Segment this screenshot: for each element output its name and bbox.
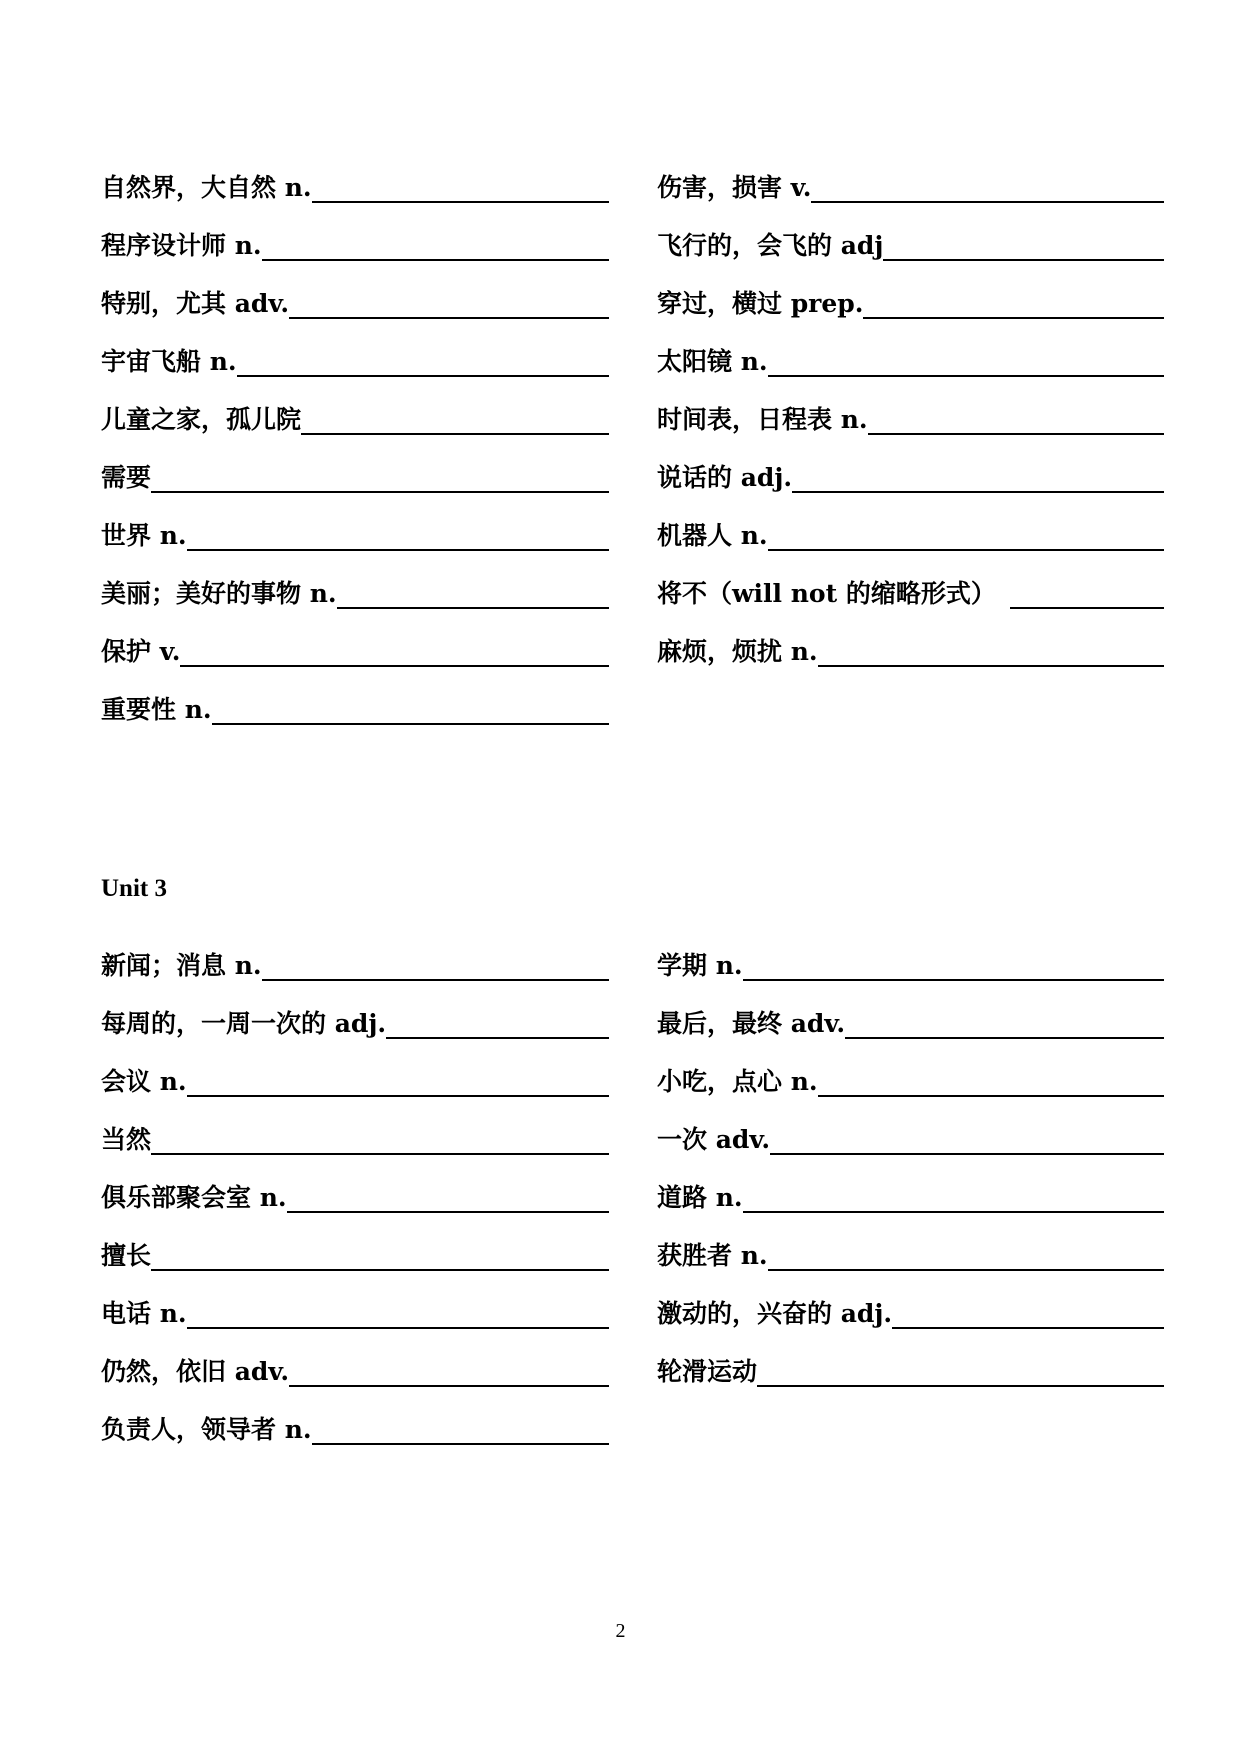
vocab-row (657, 1216, 1164, 1274)
vocab-row (101, 554, 609, 612)
vocab-prompt: 说话的 adj. (657, 463, 793, 492)
vocab-prompt: 太阳镜 n. (657, 347, 768, 376)
vocab-prompt: 获胜者 n. (657, 1241, 768, 1270)
vocab-row (101, 1100, 609, 1158)
answer-blank[interactable] (770, 1127, 1164, 1155)
answer-blank[interactable] (212, 697, 609, 725)
vocab-row (657, 1274, 1164, 1332)
vocab-row (101, 380, 609, 438)
answer-blank[interactable] (868, 407, 1164, 435)
vocab-prompt: 麻烦，烦扰 n. (657, 637, 818, 666)
vocab-row (657, 322, 1164, 380)
vocab-prompt: 自然界，大自然 n. (101, 173, 312, 202)
vocab-row (101, 496, 609, 554)
vocab-row (101, 1158, 609, 1216)
vocab-prompt: 当然 (101, 1125, 152, 1154)
answer-blank[interactable] (743, 953, 1164, 981)
vocab-prompt: 保护 v. (101, 637, 181, 666)
answer-blank[interactable] (262, 953, 609, 981)
vocab-prompt: 电话 n. (101, 1299, 187, 1328)
vocab-row (101, 264, 609, 322)
vocab-row (101, 984, 609, 1042)
answer-blank[interactable] (768, 523, 1164, 551)
answer-blank[interactable] (187, 1069, 609, 1097)
vocab-prompt: 飞行的，会飞的 adj (657, 231, 884, 260)
vocab-row (101, 1332, 609, 1390)
answer-blank[interactable] (386, 1011, 609, 1039)
vocab-row (657, 264, 1164, 322)
answer-blank[interactable] (792, 465, 1164, 493)
vocab-prompt: 仍然，依旧 adv. (101, 1357, 290, 1386)
vocab-prompt: 会议 n. (101, 1067, 187, 1096)
vocab-row (101, 206, 609, 264)
vocab-row (657, 926, 1164, 984)
vocab-prompt: 轮滑运动 (657, 1357, 758, 1386)
vocab-prompt: 特别，尤其 adv. (101, 289, 290, 318)
vocab-row (101, 1042, 609, 1100)
answer-blank[interactable] (287, 1185, 609, 1213)
vocab-row (101, 612, 609, 670)
vocab-prompt: 世界 n. (101, 521, 187, 550)
answer-blank[interactable] (151, 1127, 609, 1155)
vocab-row (101, 670, 609, 728)
vocab-prompt: 将不（will not 的缩略形式） (657, 579, 996, 608)
vocab-row (657, 1158, 1164, 1216)
answer-blank[interactable] (757, 1359, 1164, 1387)
answer-blank[interactable] (312, 1417, 609, 1445)
vocab-row (657, 1042, 1164, 1100)
answer-blank[interactable] (863, 291, 1164, 319)
vocab-row (101, 322, 609, 380)
vocab-prompt: 一次 adv. (657, 1125, 771, 1154)
vocab-row (101, 1274, 609, 1332)
vocab-row (101, 926, 609, 984)
answer-blank[interactable] (187, 1301, 609, 1329)
vocab-prompt: 时间表，日程表 n. (657, 405, 868, 434)
vocab-row (657, 1100, 1164, 1158)
vocab-column-right (657, 926, 1164, 1390)
answer-blank[interactable] (818, 639, 1164, 667)
vocab-prompt: 俱乐部聚会室 n. (101, 1183, 287, 1212)
answer-blank[interactable] (892, 1301, 1164, 1329)
vocab-prompt: 负责人，领导者 n. (101, 1415, 312, 1444)
answer-blank[interactable] (337, 581, 609, 609)
answer-blank[interactable] (743, 1185, 1164, 1213)
vocab-row (657, 984, 1164, 1042)
vocab-prompt: 道路 n. (657, 1183, 743, 1212)
vocab-column-left (101, 148, 609, 728)
answer-blank[interactable] (883, 233, 1164, 261)
vocab-prompt: 伤害，损害 v. (657, 173, 812, 202)
vocab-prompt: 需要 (101, 463, 152, 492)
answer-blank[interactable] (289, 1359, 609, 1387)
vocab-row (657, 612, 1164, 670)
answer-blank[interactable] (1010, 581, 1164, 609)
vocab-prompt: 激动的，兴奋的 adj. (657, 1299, 893, 1328)
vocab-prompt: 程序设计师 n. (101, 231, 262, 260)
vocab-row (657, 554, 1164, 612)
vocab-row (657, 206, 1164, 264)
vocab-prompt: 宇宙飞船 n. (101, 347, 237, 376)
vocab-row (101, 438, 609, 496)
vocab-column-left (101, 926, 609, 1448)
vocab-row (657, 1332, 1164, 1390)
vocab-row (101, 148, 609, 206)
answer-blank[interactable] (768, 1243, 1164, 1271)
answer-blank[interactable] (811, 175, 1164, 203)
vocab-row (101, 1390, 609, 1448)
vocab-prompt: 新闻；消息 n. (101, 951, 262, 980)
vocab-row (101, 1216, 609, 1274)
vocab-row (657, 438, 1164, 496)
vocab-prompt: 机器人 n. (657, 521, 768, 550)
unit-heading: Unit 3 (101, 875, 167, 902)
vocab-row (657, 496, 1164, 554)
vocab-prompt: 学期 n. (657, 951, 743, 980)
answer-blank[interactable] (301, 407, 609, 435)
answer-blank[interactable] (262, 233, 609, 261)
answer-blank[interactable] (818, 1069, 1164, 1097)
vocab-prompt: 小吃，点心 n. (657, 1067, 818, 1096)
vocab-row (657, 148, 1164, 206)
answer-blank[interactable] (289, 291, 609, 319)
vocab-row (657, 380, 1164, 438)
vocab-prompt: 重要性 n. (101, 695, 212, 724)
vocab-prompt: 儿童之家，孤儿院 (101, 405, 302, 434)
answer-blank[interactable] (180, 639, 609, 667)
vocab-prompt: 穿过，横过 prep. (657, 289, 864, 318)
vocab-prompt: 最后，最终 adv. (657, 1009, 846, 1038)
vocab-prompt: 每周的，一周一次的 adj. (101, 1009, 387, 1038)
vocab-prompt: 美丽；美好的事物 n. (101, 579, 337, 608)
answer-blank[interactable] (237, 349, 609, 377)
answer-blank[interactable] (768, 349, 1164, 377)
vocab-column-right (657, 148, 1164, 670)
page-number: 2 (615, 1620, 626, 1642)
answer-blank[interactable] (151, 465, 609, 493)
answer-blank[interactable] (312, 175, 609, 203)
answer-blank[interactable] (151, 1243, 609, 1271)
answer-blank[interactable] (187, 523, 609, 551)
vocab-prompt: 擅长 (101, 1241, 152, 1270)
answer-blank[interactable] (845, 1011, 1164, 1039)
